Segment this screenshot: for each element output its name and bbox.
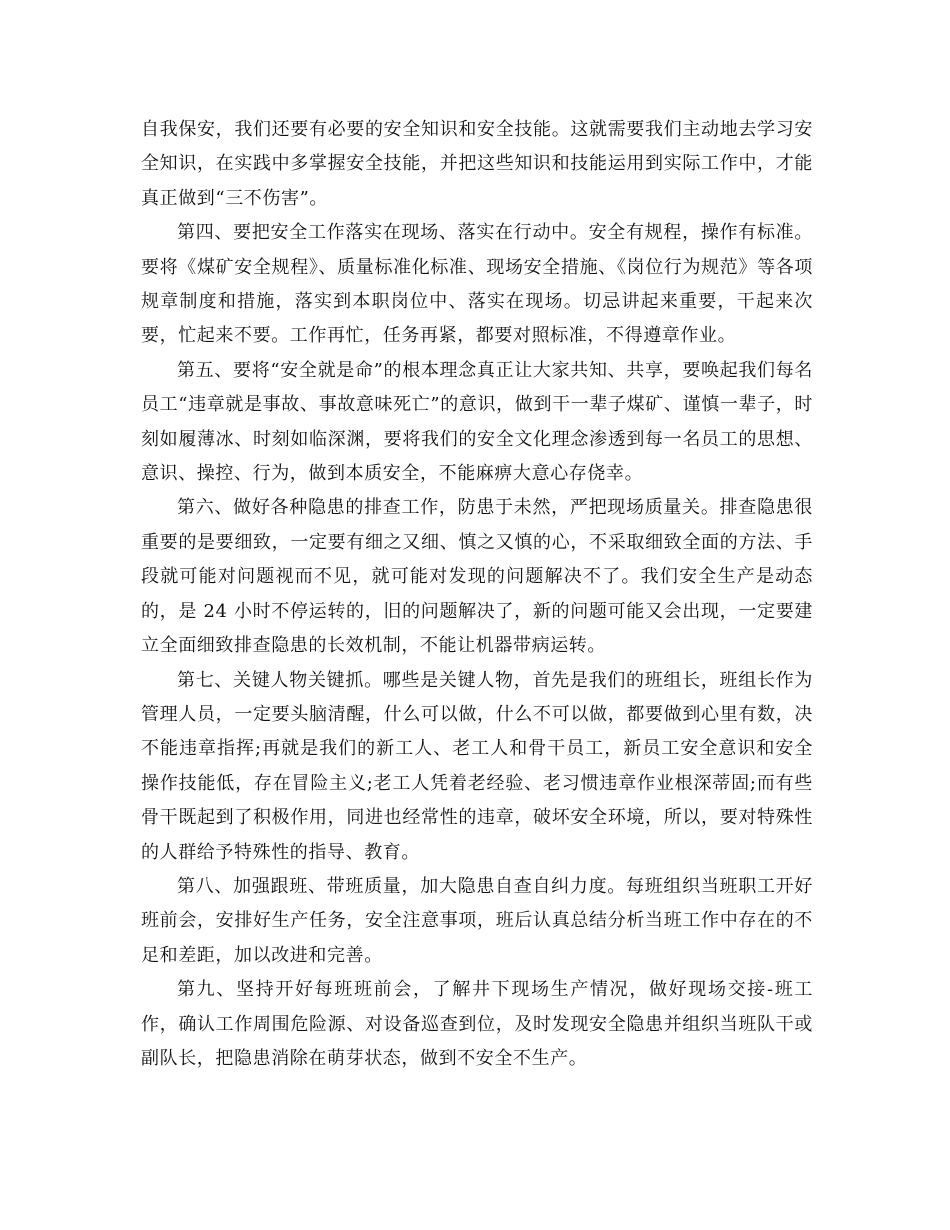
paragraph-continuation: 自我保安，我们还要有必要的安全知识和安全技能。这就需要我们主动地去学习安全知识，在实践中多掌握安全技能，并把这些知识和技能运用到实际工作中，才能真正做到“三不伤害”。: [141, 119, 813, 209]
paragraph-point-six: 第六、做好各种隐患的排查工作，防患于未然，严把现场质量关。排查隐患很重要的是要细致，一定要有细之又细、慎之又慎的心，不采取细致全面的方法、手段就可能对问题视而不见，就可能对发现的问题解决不了。我们安全生产是动态的，是 24 小时不停运转的，旧的问题解决了，新的问题可能又会出现，一定要建立全面细致排查隐患的长效机制，不能让机器带病运转。: [141, 497, 813, 657]
paragraph-point-five: 第五、要将“安全就是命”的根本理念真正让大家共知、共享，要唤起我们每名员工“违章就是事故、事故意味死亡”的意识，做到干一辈子煤矿、谨慎一辈子，时刻如履薄冰、时刻如临深渊，要将我们的安全文化理念渗透到每一名员工的思想、意识、操控、行为，做到本质安全，不能麻痹大意心存侥幸。: [141, 359, 813, 485]
document-body: [141, 113, 813, 1076]
paragraph-point-four: 第四、要把安全工作落实在现场、落实在行动中。安全有规程，操作有标准。要将《煤矿安全规程》、质量标准化标准、现场安全措施、《岗位行为规范》等各项规章制度和措施，落实到本职岗位中、落实在现场。切忌讲起来重要，干起来次要，忙起来不要。工作再忙，任务再紧，都要对照标准，不得遵章作业。: [141, 222, 813, 347]
paragraph-point-seven: 第七、关键人物关键抓。哪些是关键人物，首先是我们的班组长，班组长作为管理人员，一定要头脑清醒，什么可以做，什么不可以做，都要做到心里有数，决不能违章指挥;再就是我们的新工人、老工人和骨干员工，新员工安全意识和安全操作技能低，存在冒险主义;老工人凭着老经验、老习惯违章作业根深蒂固;而有些骨干既起到了积极作用，同进也经常性的违章，破坏安全环境，所以，要对特殊性的人群给予特殊性的指导、教育。: [141, 669, 813, 863]
paragraph-point-nine: 第九、坚持开好每班班前会，了解井下现场生产情况，做好现场交接-班工作，确认工作周围危险源、对设备巡查到位，及时发现安全隐患并组织当班队干或副队长，把隐患消除在萌芽状态，做到不安全不生产。: [141, 979, 813, 1069]
paragraph-point-eight: 第八、加强跟班、带班质量，加大隐患自查自纠力度。每班组织当班职工开好班前会，安排好生产任务，安全注意事项，班后认真总结分析当班工作中存在的不足和差距，加以改进和完善。: [141, 875, 813, 966]
